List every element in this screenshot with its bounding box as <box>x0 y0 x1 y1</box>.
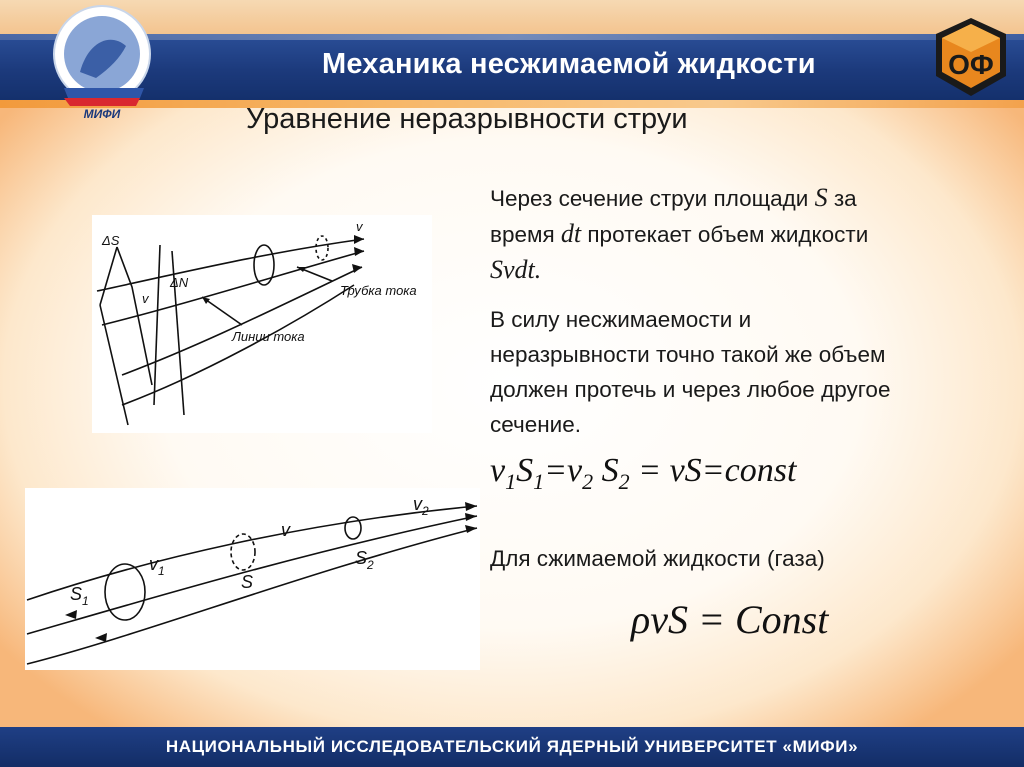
f1-part: 1 <box>533 468 545 494</box>
variable-tube-drawing <box>25 488 480 670</box>
label-v2: $v_2$ <box>413 494 429 518</box>
f1-part: =v <box>544 452 583 489</box>
para2-line: В силу несжимаемости и <box>490 307 752 332</box>
f1-part: 2 <box>618 468 630 494</box>
label-dN: ΔN <box>170 275 189 290</box>
label-v: v <box>281 520 290 540</box>
label-v1: $v_1$ <box>149 554 165 578</box>
f1-part: v <box>490 452 506 489</box>
continuity-equation <box>490 452 796 495</box>
logo-left-text: МИФИ <box>83 107 121 121</box>
para1-text-2: за <box>827 186 857 211</box>
compressible-fluid-text: Для сжимаемой жидкости (газа) <box>490 546 825 571</box>
paragraph-volume-flow <box>490 180 1010 288</box>
f1-part: S <box>593 452 619 489</box>
f1-part: 1 <box>505 468 517 494</box>
para2-line: должен протечь и через любое другое <box>490 377 891 402</box>
f1-part: 2 <box>582 468 594 494</box>
university-logo <box>40 2 170 122</box>
label-S: S <box>241 572 254 592</box>
faculty-logo <box>928 14 1014 100</box>
para1-text-1: Через сечение струи площади <box>490 186 815 211</box>
variable-tube-figure <box>25 488 480 670</box>
label-stream-tube: Трубка тока <box>340 283 417 298</box>
para2-line: неразрывности точно такой же объем <box>490 342 886 367</box>
stream-tube-drawing <box>92 215 432 433</box>
logo-right-text: ОФ <box>948 49 994 80</box>
var-dt: dt <box>560 219 582 248</box>
stream-tube-figure <box>92 215 432 433</box>
f1-part: S <box>516 452 534 489</box>
label-v-left: v <box>142 291 149 306</box>
label-streamlines: Линии тока <box>232 329 305 344</box>
label-S2: $S_2$ <box>355 548 374 572</box>
para1-text-3: время <box>490 222 561 247</box>
label-S1: $S_1$ <box>70 584 89 608</box>
label-v-top: v <box>356 219 363 234</box>
expr-Svdt: Svdt. <box>490 255 542 284</box>
para2-line: сечение. <box>490 412 582 437</box>
var-S: S <box>814 183 828 212</box>
label-dS: ΔS <box>102 233 120 248</box>
paragraph-incompressibility <box>490 302 1010 442</box>
compressible-equation: ρvS = Const <box>631 597 829 642</box>
slide-title: Механика несжимаемой жидкости <box>322 48 816 80</box>
para1-text-4: протекает объем жидкости <box>581 222 869 247</box>
slide-subtitle: Уравнение неразрывности струи <box>246 103 688 135</box>
f1-part: = vS=const <box>629 452 797 489</box>
footer-university-name: НАЦИОНАЛЬНЫЙ ИССЛЕДОВАТЕЛЬСКИЙ ЯДЕРНЫЙ УНИВЕРСИТЕТ «МИФИ» <box>165 737 859 756</box>
